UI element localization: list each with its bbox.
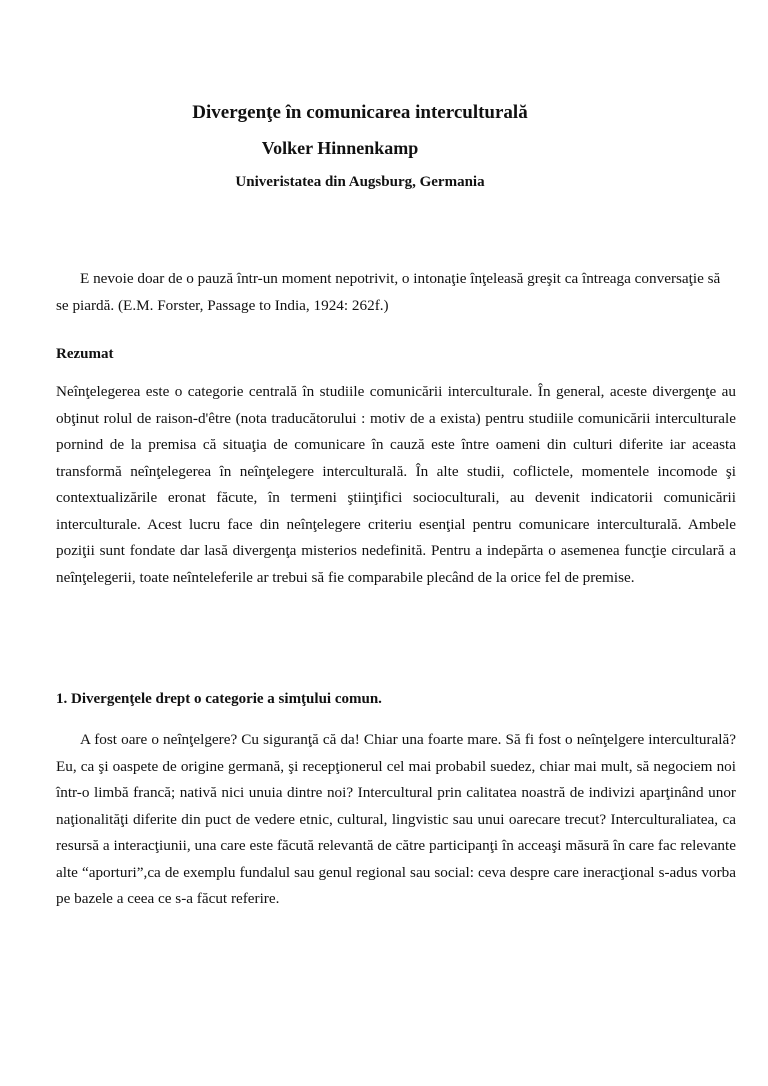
abstract-paragraph: Neînţelegerea este o categorie centrală în studiile comunicării interculturale. În general, aceste divergenţe au obţinut rolul de raison-d'être (nota traducătorului : motiv de a exista) pentru studiile comunicării interculturale pornind de la premisa că situaţia de comunicare în cauză este între oameni din culturi diferite iar aceasta transformă neînţelegerea în neînţelegere interculturală. În alte studii, coflictele, momentele incomode şi contextualizările eronat făcute, în termeni ştiinţifici socioculturali, au devenit indicatorii comunicării interculturale. Acest lucru face din neînţelegere criteriu esenţial pentru comunicare interculturală. Ambele poziţii sunt fondate dar lasă divergenţa misterios nedefinită. Pentru a indepărta o asemenea funcţie circulară a neînţelegerii, toate neînteleferile ar trebui să fie comparabile plecând de la orice fel de premise.: [56, 383, 736, 586]
document-title: Divergenţe în comunicarea interculturală: [192, 102, 528, 123]
section-1-paragraph: A fost oare o neînţelgere? Cu siguranţă că da! Chiar una foarte mare. Să fi fost o neînţelgere interculturală? Eu, ca şi oaspete de origine germană, şi recepţionerul cel mai probabil suedez, chiar mai mult, să negociem noi într-o limbă francă; nativă nici unuia dintre noi? Intercultural prin calitatea noastră de indivizi aparţinând unor naţionalităţi diferite din puct de vedere etnic, cultural, lingvistic sau unui oarecare trecut? Interculturaliatea, ca resursă a interacţiunii, una care este făcută relevantă de către participanţi în acceaşi măsură în care fac relevante alte “aporturi”,ca de exemplu fundalul sau genul regional sau social: ceva despre care ineracţional s-adus vorba pe bazele a ceea ce s-a făcut referire.: [56, 731, 736, 907]
author-name: Volker Hinnenkamp: [261, 138, 419, 158]
epigraph-quote: E nevoie doar de o pauză într-un moment nepotrivit, o intonaţie înţeleasă greşit ca întreaga conversaţie să se piardă. (E.M. Forster, Passage to India, 1924: 262f.): [56, 270, 721, 314]
section-1-heading: 1. Divergenţele drept o categorie a simţului comun.: [56, 691, 382, 707]
author-affiliation: Univeristatea din Augsburg, Germania: [235, 174, 485, 190]
abstract-heading: Rezumat: [56, 346, 114, 362]
